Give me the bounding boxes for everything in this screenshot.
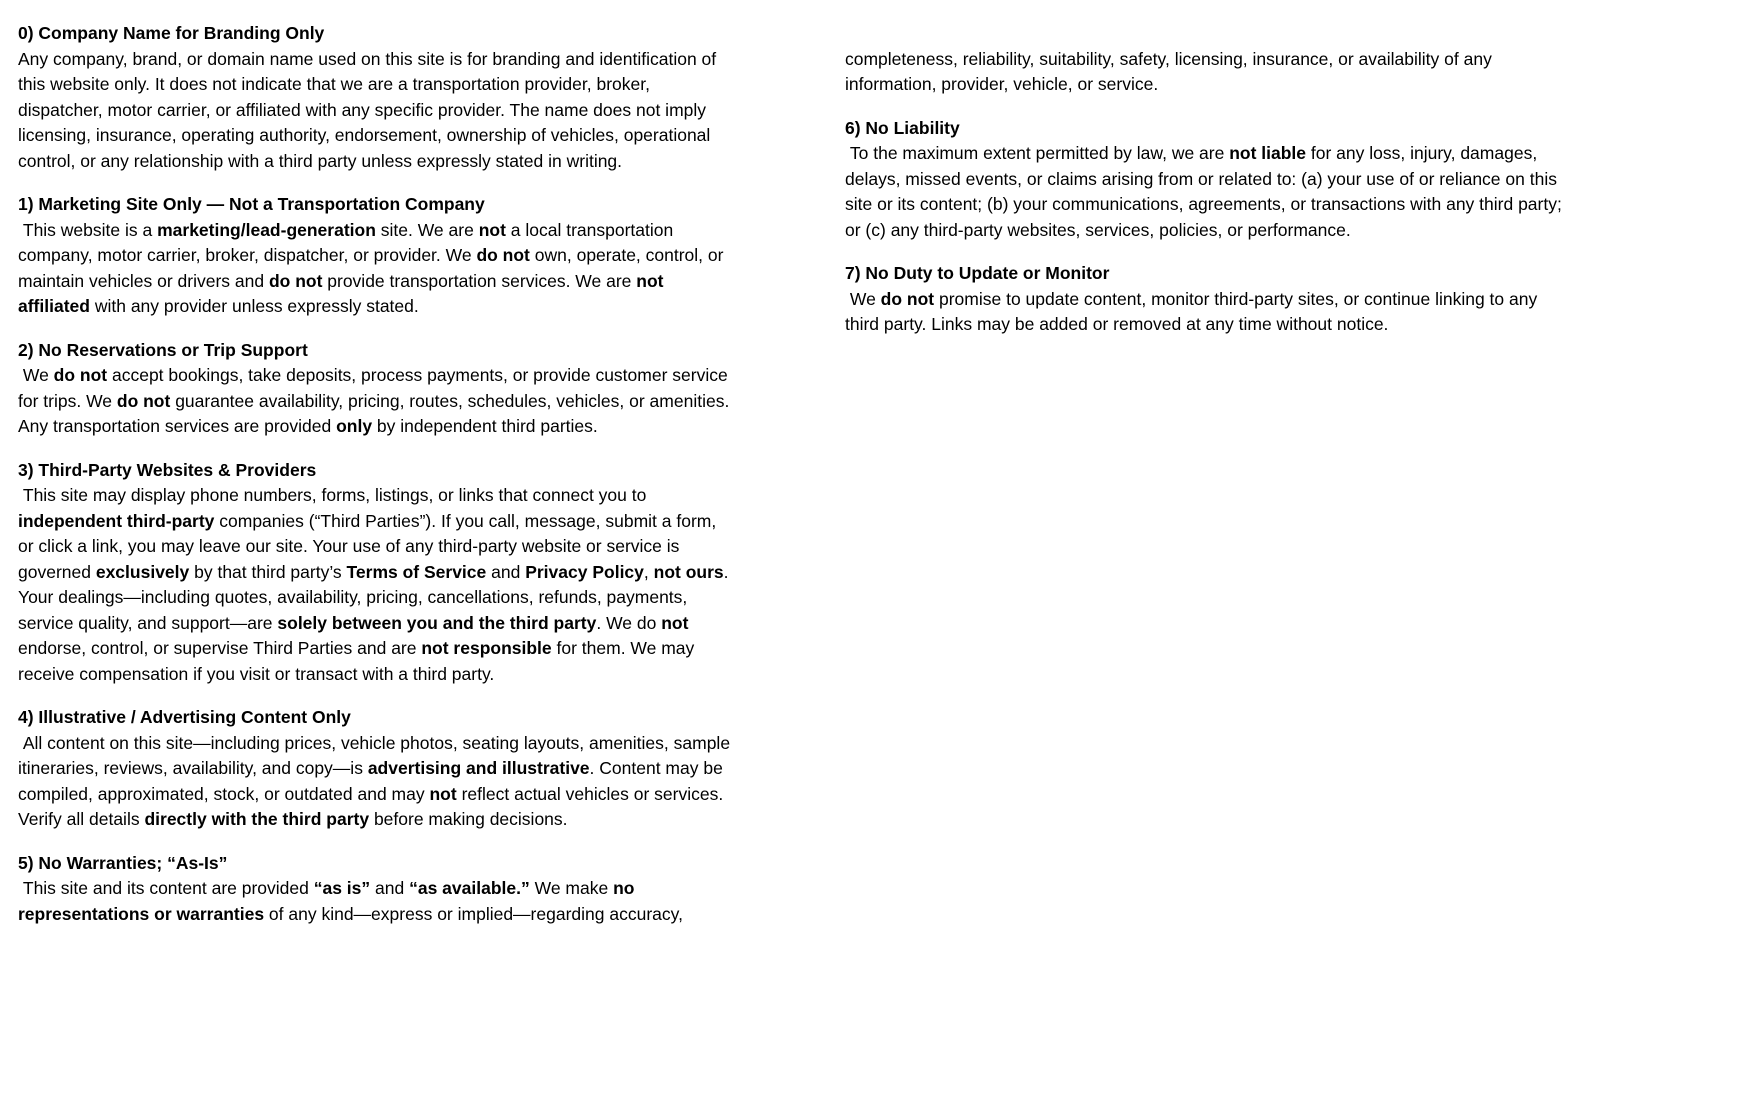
text-run: . We do xyxy=(596,612,662,633)
disclaimer-section xyxy=(18,21,735,174)
bold-text-run: do not xyxy=(880,288,935,309)
document-column-right xyxy=(845,21,1567,945)
bold-text-run: not xyxy=(429,783,457,804)
disclaimer-section xyxy=(18,851,735,928)
section-heading: 0) Company Name for Branding Only xyxy=(18,23,325,43)
disclaimer-section xyxy=(18,458,735,688)
section-heading: 1) Marketing Site Only — Not a Transportation Company xyxy=(18,194,485,214)
text-run: of any kind—express or implied—regarding accuracy, xyxy=(264,903,683,924)
disclaimer-document xyxy=(18,21,1580,945)
bold-text-run: exclusively xyxy=(95,561,190,582)
disclaimer-section xyxy=(18,705,735,833)
bold-text-run: do not xyxy=(268,270,323,291)
text-run: companies (“Third Parties”). If you call, message, submit a form, or click a link, you may leave our site. Your use of any third-party website or service is governed xyxy=(18,510,722,582)
disclaimer-section xyxy=(845,261,1562,338)
text-run: . Content may be compiled, approximated, stock, or outdated and may xyxy=(18,758,728,804)
section-heading: 3) Third-Party Websites & Providers xyxy=(18,459,317,480)
section-body xyxy=(18,483,735,687)
bold-text-run: solely between you and the third party xyxy=(277,612,597,633)
section-body xyxy=(845,141,1567,243)
text-run: Any company, brand, or domain name used on this site is for branding and identification of this website only. It does not indicate that we are a transportation provider, broker, dispatcher, motor carrier, or affiliated with any specific provider. The name does not imply licensing, insurance, operating authority, endorsement, ownership of vehicles, operational control, or any relationship with a third party unless expressly stated in writing. xyxy=(18,48,722,171)
text-run: and xyxy=(486,561,526,582)
text-run: To the maximum extent permitted by law, we are xyxy=(845,143,1230,163)
disclaimer-section xyxy=(18,338,735,440)
bold-text-run: marketing/lead-generation xyxy=(157,219,376,240)
section-body xyxy=(18,876,735,927)
bold-text-run: independent third-party xyxy=(18,510,215,531)
bold-text-run: no representations or warranties xyxy=(18,878,640,924)
text-run: promise to update content, monitor third-party sites, or continue linking to any third party. Links may be added or removed at any time without notice. xyxy=(845,288,1543,334)
bold-text-run: directly with the third party xyxy=(144,809,370,829)
text-run: We make xyxy=(529,878,614,898)
bold-text-run: not responsible xyxy=(421,638,552,658)
bold-text-run: not xyxy=(478,219,506,240)
text-run: endorse, control, or supervise Third Parties and are xyxy=(18,612,694,658)
section-body xyxy=(845,47,1562,98)
section-body xyxy=(18,363,735,440)
text-run: own, operate, control, or maintain vehicles or drivers and xyxy=(18,245,729,291)
text-run: before making decisions. xyxy=(369,809,568,829)
bold-text-run: do not xyxy=(476,245,530,265)
bold-text-run: not affiliated xyxy=(18,270,669,316)
text-run: reflect actual vehicles or services. Verify all details xyxy=(18,783,729,829)
bold-text-run: Privacy Policy xyxy=(525,561,644,582)
text-run: This website is a xyxy=(18,219,158,240)
section-heading: 7) No Duty to Update or Monitor xyxy=(845,263,1110,283)
document-column-left xyxy=(18,21,735,945)
section-heading: 6) No Liability xyxy=(845,117,960,138)
disclaimer-section-continuation xyxy=(845,47,1562,98)
text-run: completeness, reliability, suitability, safety, licensing, insurance, or availability of any information, provider, vehicle, or service. xyxy=(845,48,1497,94)
section-heading: 2) No Reservations or Trip Support xyxy=(18,339,308,360)
text-run: . Your dealings—including quotes, availability, pricing, cancellations, refunds, payments, service quality, and support—are xyxy=(18,561,734,633)
bold-text-run: do not xyxy=(53,365,108,385)
text-run: , xyxy=(643,561,654,582)
bold-text-run: “as available.” xyxy=(409,878,530,898)
text-run: We xyxy=(845,288,881,309)
text-run: All content on this site—including prices, vehicle photos, seating layouts, amenities, sample itineraries, reviews, availability, and copy—is xyxy=(18,732,735,778)
section-body xyxy=(845,287,1562,338)
text-run: and xyxy=(370,878,410,898)
text-run: This site may display phone numbers, forms, listings, or links that connect you to xyxy=(18,485,652,505)
bold-text-run: Terms of Service xyxy=(346,561,487,582)
text-run: We xyxy=(18,365,54,385)
text-run: for them. We may receive compensation if you visit or transact with a third party. xyxy=(18,638,700,684)
bold-text-run: “as is” xyxy=(313,878,371,898)
bold-text-run: not ours xyxy=(653,561,724,582)
text-run: by independent third parties. xyxy=(372,416,598,436)
text-run: site. We are xyxy=(375,219,479,240)
section-heading: 5) No Warranties; “As-Is” xyxy=(18,852,228,873)
text-run: by that third party’s xyxy=(189,561,347,582)
text-run: provide transportation services. We are xyxy=(322,270,637,291)
section-body xyxy=(18,47,735,175)
text-run: for any loss, injury, damages, delays, missed events, or claims arising from or related to: (a) your use of or reliance on this site or its content; (b) your communications, agreements, or transactions with any third party; or (c) any third-party websites, services, policies, or performance. xyxy=(845,143,1567,240)
bold-text-run: not liable xyxy=(1229,143,1307,163)
bold-text-run: only xyxy=(336,416,373,436)
text-run: guarantee availability, pricing, routes, schedules, vehicles, or amenities. Any transportation services are provided xyxy=(18,390,734,436)
text-run: This site and its content are provided xyxy=(18,878,314,898)
section-body xyxy=(18,218,735,320)
text-run: a local transportation company, motor carrier, broker, dispatcher, or provider. We xyxy=(18,219,679,265)
text-run: with any provider unless expressly stated. xyxy=(89,296,419,316)
disclaimer-section xyxy=(845,116,1567,244)
text-run: accept bookings, take deposits, process payments, or provide customer service for trips. We xyxy=(18,365,733,411)
bold-text-run: advertising and illustrative xyxy=(367,758,590,778)
disclaimer-section xyxy=(18,192,735,320)
section-heading: 4) Illustrative / Advertising Content Only xyxy=(18,707,351,727)
bold-text-run: do not xyxy=(116,390,171,411)
bold-text-run: not xyxy=(661,612,689,633)
section-body xyxy=(18,731,735,833)
